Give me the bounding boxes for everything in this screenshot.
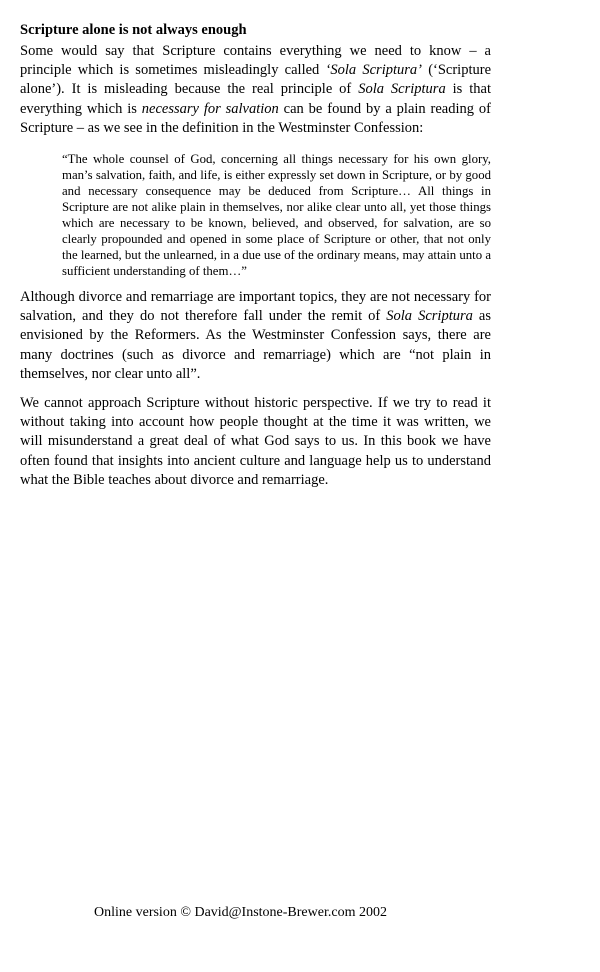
paragraph-divorce xyxy=(20,288,491,384)
paragraph-text: can be found by a plain reading of Scripture – as we see in the definition in the Westminster Confession: xyxy=(20,100,491,136)
paragraph-text: Some would say that Scripture contains everything we need to know – a principle which is sometimes misleadingly called xyxy=(20,43,491,79)
footer-copyright: Online version © David@Instone-Brewer.com 2002 xyxy=(94,905,387,920)
paragraph-intro xyxy=(20,42,491,138)
italic-term: ‘Sola Scriptura’ xyxy=(325,62,422,79)
italic-term: Sola Scriptura xyxy=(386,308,473,325)
section-heading: Scripture alone is not always enough xyxy=(20,22,247,38)
paragraph-text: Although divorce and remarriage are important topics, they are not necessary for salvation, and they do not therefore fall under the remit of xyxy=(20,289,491,325)
paragraph-text: is that everything which is xyxy=(20,81,491,117)
italic-term: necessary for salvation xyxy=(141,100,279,117)
document-body xyxy=(20,20,491,490)
paragraph-text: (‘Scripture alone’). It is misleading because the real principle of xyxy=(20,62,491,98)
westminster-quote: “The whole counsel of God, concerning all things necessary for his own glory, man’s salvation, faith, and life, is either expressly set down in Scripture, or by good and necessary consequence may be deduced from Scripture… All things in Scripture are not alike plain in themselves, nor alike clear unto all, yet those things which are necessary to be known, believed, and observed, for salvation, are so clearly propounded and opened in some place of Scripture or other, that not only the learned, but the unlearned, in a due use of the ordinary means, may attain unto a sufficient understanding of them…” xyxy=(62,152,491,279)
paragraph-text: as envisioned by the Reformers. As the Westminster Confession says, there are many doctrines (such as divorce and remarriage) which are “not plain in themselves, nor clear unto all”. xyxy=(20,308,491,382)
paragraph-perspective: We cannot approach Scripture without historic perspective. If we try to read it without taking into account how people thought at the time it was written, we will misunderstand a great deal of what God says to us. In this book we have often found that insights into ancient culture and language help us to understand what the Bible teaches about divorce and remarriage. xyxy=(20,395,491,488)
italic-term: Sola Scriptura xyxy=(358,81,446,98)
